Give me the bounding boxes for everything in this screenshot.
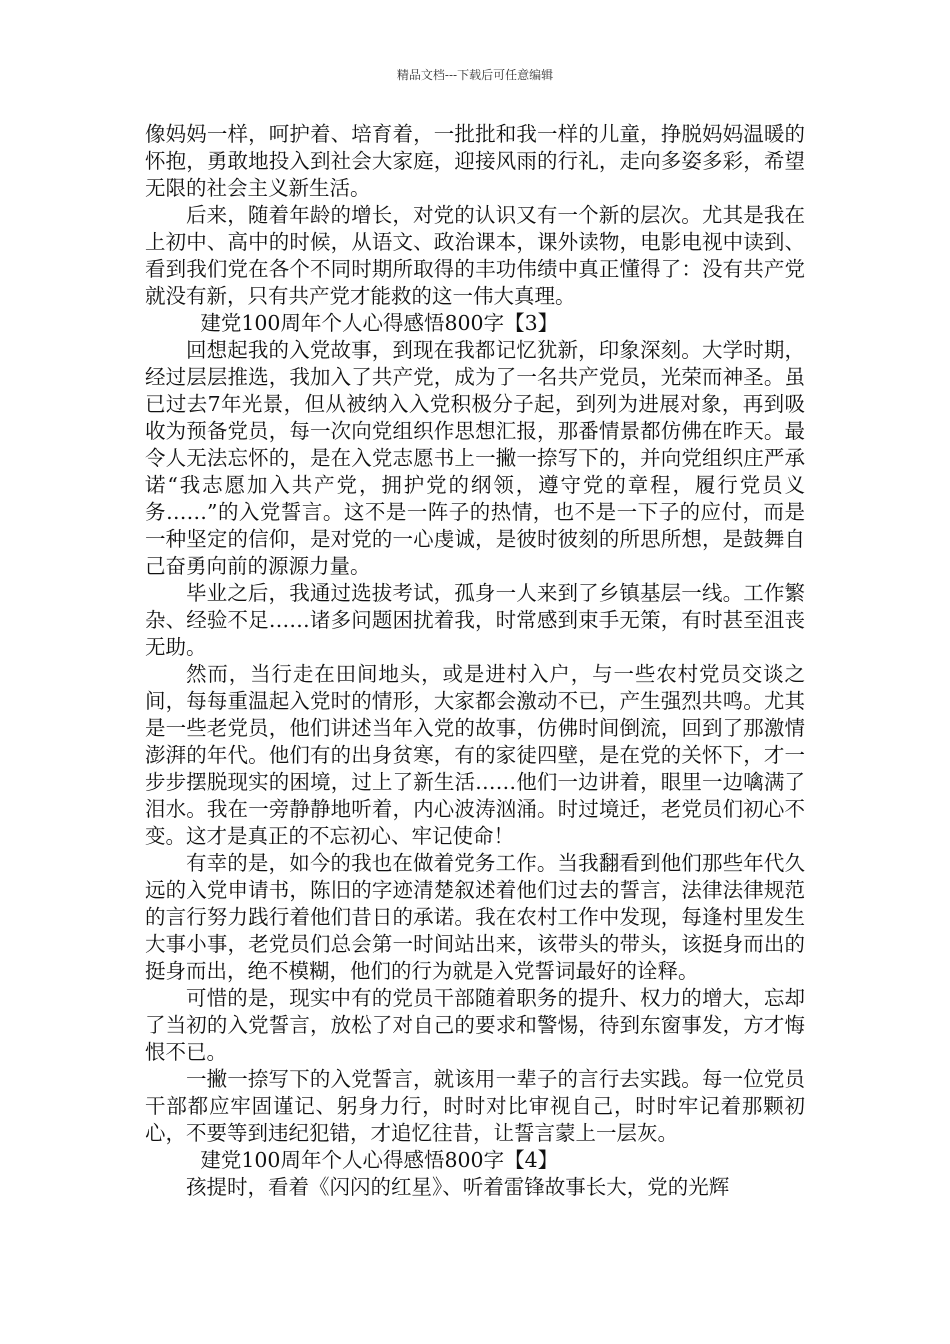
paragraph: 毕业之后，我通过选拔考试，孤身一人来到了乡镇基层一线。工作繁杂、经验不足……诸多问题困扰着我，时常感到束手无策，有时甚至沮丧无助。 — [145, 581, 805, 659]
section-heading: 建党100周年个人心得感悟800字【4】 — [200, 1148, 559, 1172]
document-body — [145, 121, 805, 1201]
paragraph: 然而，当行走在田间地头，或是进村入户，与一些农村党员交谈之间，每每重温起入党时的情形，大家都会激动不已，产生强烈共鸣。尤其是一些老党员，他们讲述当年入党的故事，仿佛时间倒流，回到了那激情澎湃的年代。他们有的出身贫寒，有的家徒四壁，是在党的关怀下，才一步步摆脱现实的困境，过上了新生活……他们一边讲着，眼里一边噙满了泪水。我在一旁静静地听着，内心波涛汹涌。时过境迁，老党员们初心不变。这才是真正的不忘初心、牢记使命！ — [145, 662, 805, 848]
paragraph: 回想起我的入党故事，到现在我都记忆犹新，印象深刻。大学时期，经过层层推选，我加入了共产党，成为了一名共产党员，光荣而神圣。虽已过去7年光景，但从被纳入入党积极分子起，到列为进展对象，再到吸收为预备党员，每一次向党组织作思想汇报，那番情景都仿佛在昨天。最令人无法忘怀的，是在入党志愿书上一撇一捺写下的，并向党组织庄严承诺“我志愿加入共产党，拥护党的纲领，遵守党的章程，履行党员义务……”的入党誓言。这不是一阵子的热情，也不是一下子的应付，而是一种坚定的信仰，是对党的一心虔诚，是彼时彼刻的所思所想，是鼓舞自己奋勇向前的源源力量。 — [145, 338, 805, 578]
paragraph: 可惜的是，现实中有的党员干部随着职务的提升、权力的增大，忘却了当初的入党誓言，放松了对自己的要求和警惕，待到东窗事发，方才悔恨不已。 — [145, 986, 805, 1064]
paragraph: 一撇一捺写下的入党誓言，就该用一辈子的言行去实践。每一位党员干部都应牢固谨记、躬身力行，时时对比审视自己，时时牢记着那颗初心，不要等到违纪犯错，才追忆往昔，让誓言蒙上一层灰。 — [145, 1067, 805, 1145]
paragraph: 有幸的是，如今的我也在做着党务工作。当我翻看到他们那些年代久远的入党申请书，陈旧的字迹清楚叙述着他们过去的誓言，法律法律规范的言行努力践行着他们昔日的承诺。我在农村工作中发现，每逢村里发生大事小事，老党员们总会第一时间站出来，该带头的带头，该挺身而出的挺身而出，绝不模糊，他们的行为就是入党誓词最好的诠释。 — [145, 851, 805, 983]
paragraph: 后来，随着年龄的增长，对党的认识又有一个新的层次。尤其是我在上初中、高中的时候，从语文、政治课本，课外读物，电影电视中读到、看到我们党在各个不同时期所取得的丰功伟绩中真正懂得了：没有共产党就没有新，只有共产党才能救的这一伟大真理。 — [145, 203, 805, 308]
paragraph: 孩提时，看着《闪闪的红星》、听着雷锋故事长大，党的光辉 — [186, 1175, 730, 1199]
section-heading: 建党100周年个人心得感悟800字【3】 — [200, 311, 559, 335]
page-header: 精品文档---下载后可任意编辑 — [396, 68, 554, 82]
paragraph: 像妈妈一样，呵护着、培育着，一批批和我一样的儿童，挣脱妈妈温暖的怀抱，勇敢地投入到社会大家庭，迎接风雨的行礼，走向多姿多彩，希望无限的社会主义新生活。 — [145, 122, 805, 200]
